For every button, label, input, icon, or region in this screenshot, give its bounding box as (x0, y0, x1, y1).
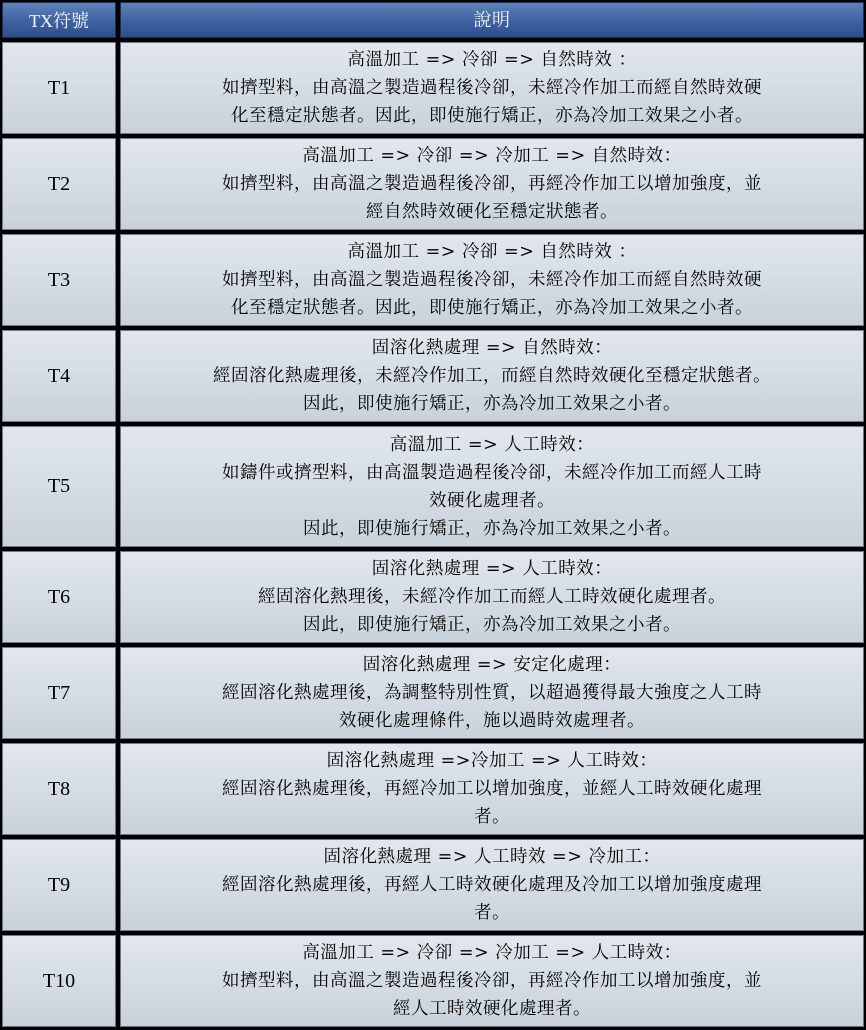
description-line: 經固溶化熱理後，未經冷作加工而經人工時效硬化處理者。 (258, 587, 726, 607)
process-sequence-line: 高溫加工 => 人工時效： (389, 434, 595, 455)
description-line: 因此，即使施行矯正，亦為冷加工效果之小者。 (303, 394, 681, 414)
description-line: 者。 (474, 903, 510, 923)
description-line: 因此，即使施行矯正，亦為冷加工效果之小者。 (303, 518, 681, 539)
description-line: 化至穩定狀態者。因此，即使施行矯正，亦為冷加工效果之小者。 (231, 298, 753, 318)
description-line: 效硬化處理條件，施以過時效處理者。 (339, 711, 645, 731)
description-line: 如擠型料，由高溫之製造過程後冷卻，未經冷作加工而經自然時效硬 (222, 78, 762, 98)
table-row (0, 40, 866, 136)
description-cell (120, 551, 864, 643)
description-line: 如擠型料，由高溫之製造過程後冷卻，再經冷作加工以增加強度，並 (222, 971, 762, 991)
table-row (0, 645, 866, 741)
tx-code-cell: T8 (2, 743, 116, 835)
description-cell (120, 935, 864, 1027)
description-line: 化至穩定狀態者。因此，即使施行矯正，亦為冷加工效果之小者。 (231, 106, 753, 126)
description-line: 經固溶化熱處理後，再經人工時效硬化處理及冷加工以增加強度處理 (222, 875, 762, 895)
description-cell (120, 839, 864, 931)
table-row (0, 136, 866, 232)
process-sequence-line: 高溫加工 => 冷卻 => 冷加工 => 自然時效： (302, 146, 682, 166)
table-row (0, 549, 866, 645)
description-line: 經人工時效硬化處理者。 (393, 999, 591, 1019)
table-row (0, 232, 866, 328)
description-cell (120, 743, 864, 835)
description-line: 經固溶化熱處理後，為調整特別性質，以超過獲得最大強度之人工時 (222, 683, 762, 703)
table-row (0, 837, 866, 933)
description-line: 經固溶化熱處理後，再經冷加工以增加強度，並經人工時效硬化處理 (222, 779, 762, 799)
process-sequence-line: 高溫加工 => 冷卻 => 自然時效 ： (347, 242, 637, 262)
description-cell (120, 647, 864, 739)
description-line: 如擠型料，由高溫之製造過程後冷卻，未經冷作加工而經自然時效硬 (222, 270, 762, 290)
description-line: 經固溶化熱處理後，未經冷作加工，而經自然時效硬化至穩定狀態者。 (213, 366, 771, 386)
table-row (0, 328, 866, 424)
description-line: 如擠型料，由高溫之製造過程後冷卻，再經冷作加工以增加強度，並 (222, 174, 762, 194)
table-row (0, 741, 866, 837)
table-header-row (0, 0, 866, 40)
description-cell (120, 42, 864, 134)
table-row (0, 933, 866, 1029)
description-line: 經自然時效硬化至穩定狀態者。 (366, 202, 618, 222)
tx-code-cell: T5 (2, 426, 116, 547)
header-description-column: 說明 (120, 2, 864, 38)
description-cell (120, 234, 864, 326)
process-sequence-line: 固溶化熱處理 => 人工時效： (371, 559, 613, 579)
description-line: 因此，即使施行矯正，亦為冷加工效果之小者。 (303, 615, 681, 635)
description-line: 效硬化處理者。 (429, 490, 555, 511)
tx-code-cell: T1 (2, 42, 116, 134)
process-sequence-line: 固溶化熱處理 => 自然時效： (371, 338, 613, 358)
description-cell (120, 426, 864, 547)
header-code-column: TX符號 (2, 2, 116, 38)
tx-code-cell: T4 (2, 330, 116, 422)
description-cell (120, 330, 864, 422)
tx-code-cell: T10 (2, 935, 116, 1027)
table-row (0, 424, 866, 549)
tx-code-cell: T6 (2, 551, 116, 643)
tx-code-cell: T9 (2, 839, 116, 931)
tx-code-cell: T2 (2, 138, 116, 230)
description-line: 者。 (474, 807, 510, 827)
process-sequence-line: 高溫加工 => 冷卻 => 冷加工 => 人工時效： (302, 943, 682, 963)
process-sequence-line: 固溶化熱處理 =>冷加工 => 人工時效： (326, 751, 658, 771)
process-sequence-line: 高溫加工 => 冷卻 => 自然時效 ： (347, 50, 637, 70)
process-sequence-line: 固溶化熱處理 => 人工時效 => 冷加工： (323, 847, 661, 867)
description-line: 如鑄件或擠型料，由高溫製造過程後冷卻，未經冷作加工而經人工時 (222, 462, 762, 483)
tx-code-cell: T3 (2, 234, 116, 326)
tx-code-cell: T7 (2, 647, 116, 739)
process-sequence-line: 固溶化熱處理 => 安定化處理： (362, 655, 622, 675)
description-cell (120, 138, 864, 230)
